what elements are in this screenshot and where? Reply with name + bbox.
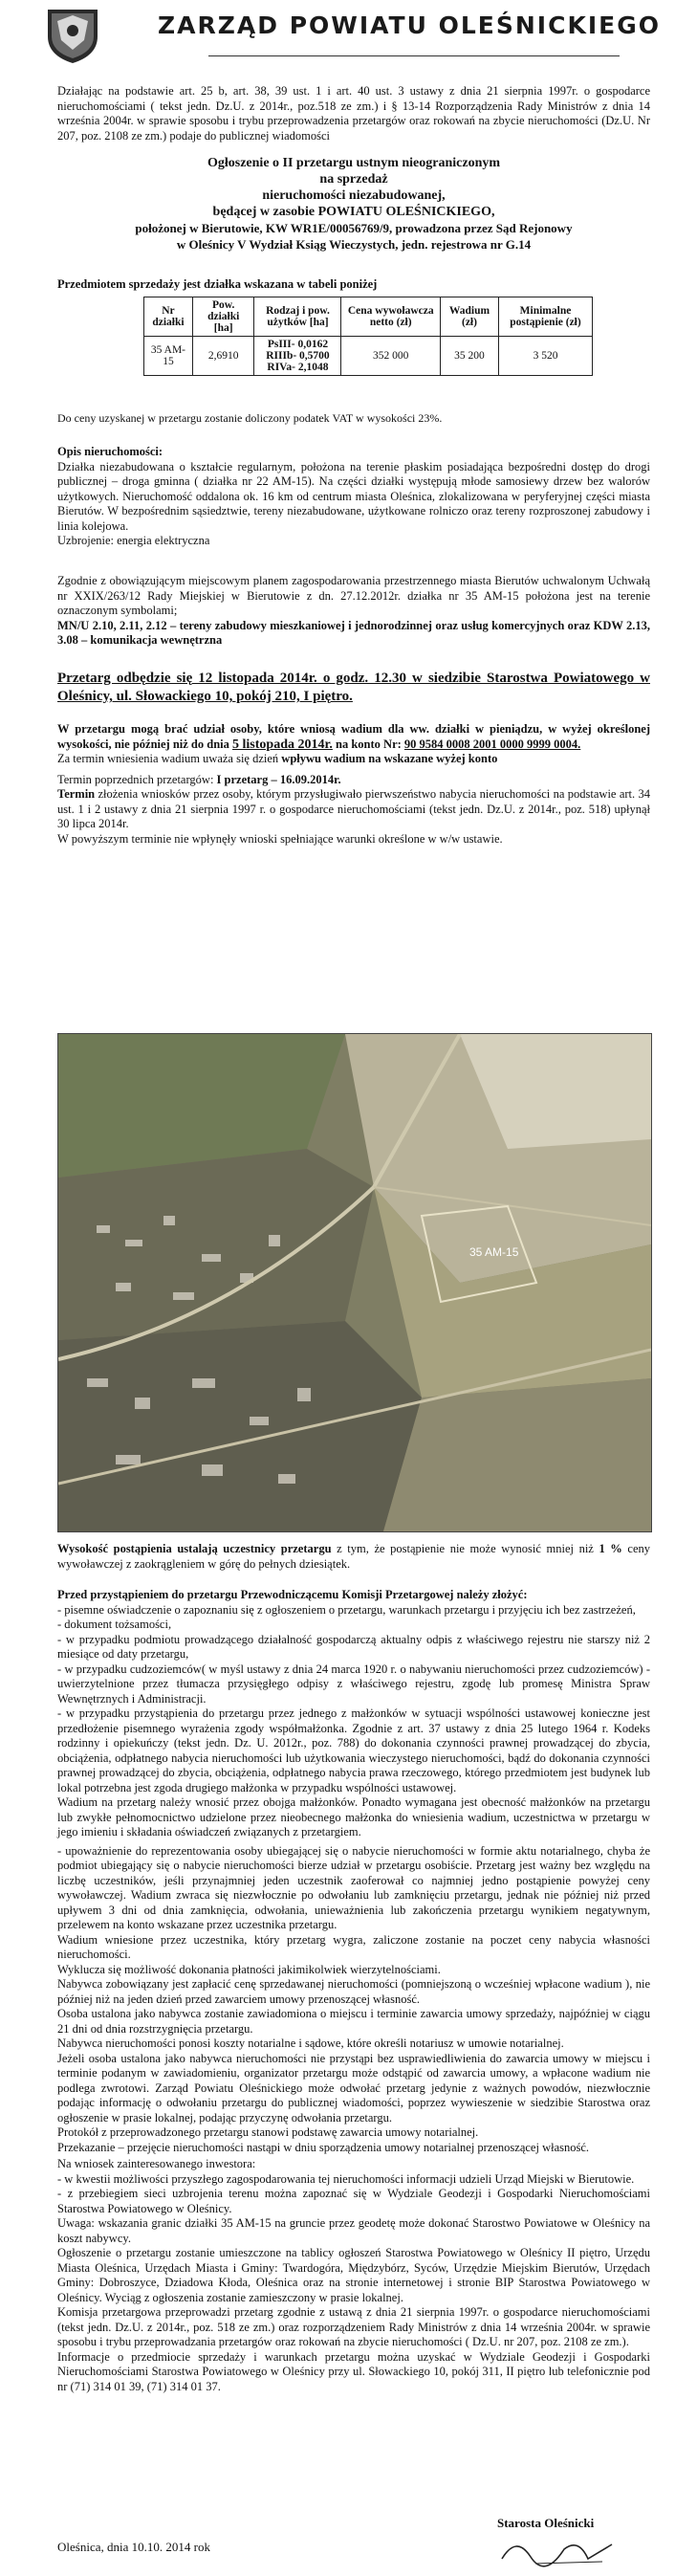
table-caption: Przedmiotem sprzedaży jest działka wskazana w tabeli poniżej [57,277,378,291]
list-item: Jeżeli osoba ustalona jako nabywca nieruchomości nie przystąpi bez usprawiedliwienia do zawarcia umowy w miejscu i terminie podanym w zawiadomieniu, organizator przetargu może odstąpić od zawarcia umowy, a wpłacone wadium nie podlega zwrotowi. Zarząd Powiatu Oleśnickiego może odwołać przetarg jedynie z ważnych powodów, niezwłocznie podając informację o odwołaniu przetargu do publicznej wiadomości, poprzez wywieszenie w siedzibie Starostwa oraz ogłoszenie w prasie lokalnej, podając przyczynę odwołania przetargu. [57,2051,650,2125]
priority-text: złożenia wniosków przez osoby, którym przysługiwało pierwszeństwo nabycia nieruchomości na podstawie art. 34 ust. 1 i 2 ustawy z dnia 21 sierpnia 1997 r. o gospodarce nieruchomościami (tekst jedn. Dz.U. z 2014r., poz. 518) upłynął 30 lipca 2014r. [57,787,650,830]
bank-account: 90 9584 0008 2001 0000 9999 0004. [403,737,581,751]
previous-auctions-value: I przetarg – 16.09.2014r. [216,772,341,786]
table-cell-pow: 2,6910 [192,337,254,376]
coat-of-arms-icon [46,8,99,65]
letterhead [27,8,686,75]
deposit-receipt-text: Za termin wniesienia wadium uważa się dzień [57,752,279,765]
list-item: Wadium na przetarg należy wnosić przez obojga małżonków. Ponadto wymagana jest obecność małżonków na przetargu lub zwykłe pełnomocnictwo udzielone przez nieobecnego małżonka do wniesienia wadium, uczestnictwa w przetargu w jego imieniu i składania oświadczeń związanych z przetargiem. [57,1795,650,1838]
bid-increment-bold: Wysokość postąpienia ustalają uczestnicy przetargu [57,1542,332,1555]
rodzaj-line: RIIIb- 0,5700 [266,350,330,362]
requirements-title: Przed przystąpieniem do przetargu Przewodniczącemu Komisji Przetargowej należy złożyć: [57,1588,528,1601]
deposit-receipt-bold: wpływu wadium na wskazane wyżej konto [281,752,498,765]
deposit-receipt [57,752,650,767]
zoning-section [57,574,650,649]
table-header-row [144,297,593,337]
table-row [144,337,593,376]
requirements-section [57,1588,650,2394]
handwritten-signature-icon [497,2530,631,2568]
zoning-text: Zgodnie z obowiązującym miejscowym planem zagospodarowania przestrzennego miasta Bierutów uchwalonym Uchwałą nr XXIX/263/12 Rady Miejskiej w Bierutowie z dn. 27.12.2012r. działka nr 35 AM-15 położona jest na terenie oznaczonym symbolami; [57,574,650,617]
list-item: - w przypadku podmiotu prowadzącego działalność gospodarczą aktualny odpis z właściwego rejestru nie starszy niż 2 miesiące od daty przetargu, [57,1632,650,1661]
aerial-photo-image [58,1034,651,1531]
list-item: - dokument tożsamości, [57,1618,172,1631]
list-item: Informacje o przedmiocie sprzedaży i warunkach przetargu można uzyskać w Wydziale Geodezji i Gospodarki Nieruchomościami Starostwa Powiatowego w Oleśnicy przy ul. Słowackiego 10, pokój 311, II piętro lub telefonicznie pod nr (71) 314 01 39, (71) 314 01 37. [57,2349,650,2393]
intro-paragraph: Działając na podstawie art. 25 b, art. 38, 39 ust. 1 i art. 40 ust. 3 ustawy z dnia 21 sierpnia 1997r. o gospodarce nieruchomościami ( tekst jedn. Dz.U. z 2014r., poz.518 ze zm.) i § 13-14 Rozporządzenia Rady Ministrów z dnia 14 września 2004r. w sprawie sposobu i trybu przeprowadzenia przetargów oraz rokowań na zbycie nieruchomości (Dz.U. Nr 207, poz. 2108 ze zm.) podaje do publicznej wiadomości [57,84,650,143]
rodzaj-line: PsIII- 0,0162 [267,339,329,350]
notice-line-2: na sprzedaż [319,172,388,187]
notice-title [57,155,650,253]
table-header: Rodzaj i pow. użytków [ha] [254,297,341,337]
table-cell-cena: 352 000 [341,337,441,376]
list-item: - upoważnienie do reprezentowania osoby ubiegającej się o nabycie nieruchomości w formie aktu notarialnego, chyba że podmiot ubiegający się o nabycie nieruchomości bierze udział w przetargu osobiście. Przetarg jest ważny bez względu na liczbę uczestników, jeśli przynajmniej jeden uczestnik zaoferował co najmniej jedno postąpienie powyżej ceny wywoławczej. Wadium zwraca się niezwłocznie po odwołaniu lub zamknięciu przetargu, jednak nie później niż przed upływem 3 dni od dnia zamknięcia, odwołania, unieważnienia lub zakończenia przetargu wynikiem negatywnym, przelewem na konto wskazane przez uczestnika przetargu. [57,1843,650,1931]
deposit-text-1: W przetargu mogą brać udział osoby, które wniosą wadium dla ww. działki w pieniądzu, w wyżej określonej wysokości, nie później niż do dnia [57,722,650,751]
list-item: - w kwestii możliwości przyszłego zagospodarowania tej nieruchomości informacji udzieli Urząd Miejski w Bierutowie. [57,2171,635,2186]
list-item: Osoba ustalona jako nabywca zostanie zawiadomiona o miejscu i terminie zawarcia umowy sprzedaży, najpóźniej w ciągu 21 dni od dnia rozstrzygnięcia przetargu. [57,2007,650,2036]
utilities-text: Uzbrojenie: energia elektryczna [57,534,210,547]
plot-label: 35 AM-15 [469,1245,519,1259]
rodzaj-line: RIVa- 2,1048 [267,362,329,373]
list-item: Przekazanie – przejęcie nieruchomości nastąpi w dniu sporządzenia umowy notarialnej przenoszącej własność. [57,2140,590,2154]
table-header: Minimalne postąpienie (zł) [499,297,593,337]
list-item: Wadium wniesione przez uczestnika, który przetarg wygra, zaliczone zostanie na poczet ceny nabycia własności nieruchomości. [57,1932,650,1961]
priority-deadline [57,787,650,832]
aerial-photo [57,1033,652,1532]
list-item: Nabywca zobowiązany jest zapłacić cenę sprzedawanej nieruchomości (pomniejszoną o wcześniej wpłacone wadium ), nie później niż na jeden dzień przed zawarciem umowy przenoszącej własność. [57,1977,650,2006]
table-cell-nr: 35 AM-15 [144,337,193,376]
list-item: Wyklucza się możliwość dokonania płatności jakimikolwiek wierzytelnościami. [57,1962,441,1976]
table-header: Cena wywoławcza netto (zł) [341,297,441,337]
deposit-section [57,722,650,847]
deposit-text-2: na konto Nr: [336,737,402,751]
auction-date: Przetarg odbędzie się 12 listopada 2014r. o godz. 12.30 w siedzibie Starostwa Powiatowego w Oleśnicy, ul. Słowackiego 10, pokój 210, I piętro. [57,671,650,704]
notice-line-3: nieruchomości niezabudowanej, [262,188,446,203]
priority-label: Termin [57,787,96,801]
bid-increment-pct: 1 % [599,1542,622,1555]
description-section [57,445,650,549]
list-item: - pisemne oświadczenie o zapoznaniu się z ogłoszeniem o przetargu, warunkach przetargu i przyjęciu ich bez zastrzeżeń, [57,1602,636,1617]
list-item: Komisja przetargowa przeprowadzi przetarg zgodnie z ustawą z dnia 21 sierpnia 1997r. o gospodarce nieruchomościami (tekst jedn. Dz.U. z 2014r., poz. 518 ze zm.) oraz rozporządzeniem Rady Ministrów z dnia 14 września 2004r. w sprawie sposobu i trybu przeprowadzania przetargów oraz rokowań na zbycie nieruchomości ( Dz.U. nr 207, poz. 2108 ze zm.). [57,2305,650,2348]
previous-auctions [57,773,650,788]
signature-title: Starosta Oleśnicki [497,2516,595,2530]
list-item: - w przypadku przystąpienia do przetargu przez jednego z małżonków w sytuacji wspólności ustawowej konieczne jest przedłożenie pisemnego wyrażenia zgody współmałżonka. Zgodnie z art. 37 ustawy z dnia 25 lutego 1964 r. Kodeks rodzinny i opiekuńczy (tekst jedn. Dz. U. 2012r., poz. 788) do dokonania czynności prawnej prowadzącej do zbycia, obciążenia, odpłatnego nabycia nieruchomości lub użytkowania wieczystego nieruchomości, bądź do dokonania czynności prawnej prowadzącej do zbycia, obciążenia, odpłatnego nabycia prawa rzeczowego, którego przedmiotem jest budynek lub lokal potrzebna jest zgoda drugiego małżonka w przypadku wspólności ustawowej. [57,1706,650,1794]
description-title: Opis nieruchomości: [57,445,163,458]
bid-increment [57,1542,650,1572]
list-item: Uwaga: wskazania granic działki 35 AM-15 na gruncie przez geodetę może dokonać Starostwo Powiatowe w Oleśnicy na koszt nabywcy. [57,2216,650,2245]
bid-increment-text: z tym, że postąpienie nie może wynosić mniej niż [337,1542,594,1555]
deposit-text [57,722,650,752]
list-item: Protokół z przeprowadzonego przetargu stanowi podstawę zawarcia umowy notarialnej. [57,2125,479,2139]
notice-line-1: Ogłoszenie o II przetargu ustnym nieograniczonym [207,156,501,170]
info-title: Na wniosek zainteresowanego inwestora: [57,2157,256,2170]
description-text: Działka niezabudowana o kształcie regularnym, położona na terenie płaskim posiadająca bezpośredni dostęp do drogi publicznej – droga gminna ( działka nr 22 AM-15). Na części działki występują młode samosiewy drzew bez walorów użytkowych. Nieruchomość oddalona ok. 16 km od centrum miasta Oleśnica, zlokalizowana w peryferyjnej części miasta Bierutów. W bezpośrednim sąsiedztwie, tereny niezabudowane, użytkowane rolniczo oraz tereny rozproszonej zabudowy i linia kolejowa. [57,459,650,533]
letterhead-divider [208,55,620,56]
table-cell-rodzaj [254,337,341,376]
table-header: Pow. działki [ha] [192,297,254,337]
table-cell-wadium: 35 200 [440,337,498,376]
list-item: Nabywca nieruchomości ponosi koszty notarialne i sądowe, które określi notariusz w umowie notarialnej. [57,2037,564,2050]
letterhead-title: ZARZĄD POWIATU OLEŚNICKIEGO [158,11,661,39]
place-date: Oleśnica, dnia 10.10. 2014 rok [57,2540,210,2554]
vat-note: Do ceny uzyskanej w przetargu zostanie doliczony podatek VAT w wysokości 23%. [57,411,443,425]
list-item: - w przypadku cudzoziemców( w myśl ustawy z dnia 24 marca 1920 r. o nabywaniu nieruchomości przez cudzoziemców) - uwierzytelnione przez tłumacza przysięgłego odpisy z właściwego rejestru, zgodę lub promesę Ministra Spraw Wewnętrznych i Administracji. [57,1662,650,1706]
notice-line-5: położonej w Bierutowie, KW WR1E/00056769/9, prowadzona przez Sąd Rejonowy [135,221,573,235]
table-header: Wadium (zł) [440,297,498,337]
notice-line-6: w Oleśnicy V Wydział Ksiąg Wieczystych, jedn. rejestrowa nr G.14 [176,237,532,252]
previous-auctions-label: Termin poprzednich przetargów: [57,772,214,786]
list-item: Ogłoszenie o przetargu zostanie umieszczone na tablicy ogłoszeń Starostwa Powiatowego w Oleśnicy II piętro, Urzędu Miasta Oleśnica, Urzędach Miasta i Gminy: Twardogóra, Międzybórz, Syców, Urzędzie Miejskim Bierutów, Urzędach Gminy: Dobroszyce, Dziadowa Kłoda, Oleśnica oraz na stronie internetowej i stronie BIP Starostwa Powiatowego w Oleśnicy. Wyciąg z ogłoszenia zostanie zamieszczony w prasie lokalnej. [57,2246,650,2304]
no-requests: W powyższym terminie nie wpłynęły wnioski spełniające warunki określone w w/w ustawie. [57,831,503,846]
bid-increment-rest: ceny wywoławczej z zaokrągleniem w górę do pełnych dziesiątek. [57,1542,651,1571]
table-header: Nr działki [144,297,193,337]
list-item: - z przebiegiem sieci uzbrojenia terenu można zapoznać się w Wydziale Geodezji i Gospodarki Nieruchomościami Starostwa Powiatowego w Oleśnicy. [57,2187,650,2215]
deposit-date: 5 listopada 2014r. [232,737,333,752]
plot-table [143,297,593,376]
zoning-symbols: MN/U 2.10, 2.11, 2.12 – tereny zabudowy mieszkaniowej i jednorodzinnej oraz usług komercyjnych oraz KDW 2.13, 3.08 – komunikacja wewnętrzna [57,618,650,647]
notice-line-4: będącej w zasobie POWIATU OLEŚNICKIEGO, [212,205,495,219]
table-cell-postapienie: 3 520 [499,337,593,376]
